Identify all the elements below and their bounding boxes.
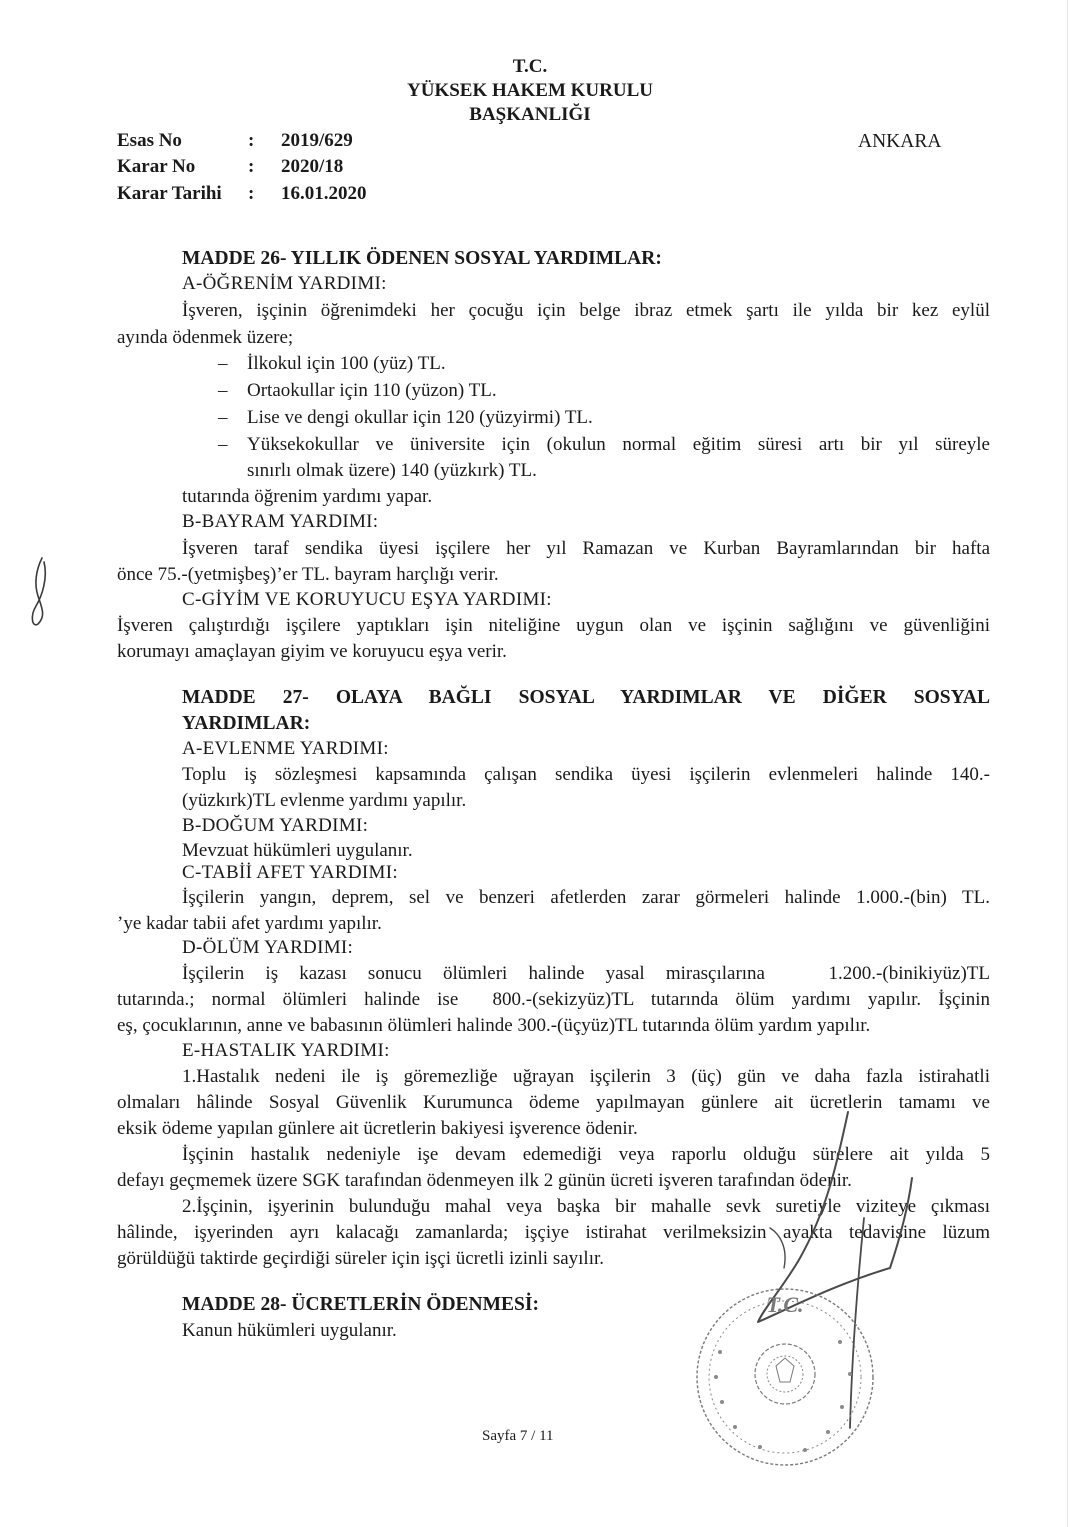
- tarih-label: Karar Tarihi: [117, 183, 222, 204]
- m27-e-p4: İşçinin hastalık nedeniyle işe devam edemediği veya raporlu olduğu sürelere ait yılda 5: [182, 1144, 990, 1165]
- m27-d-p3: eş, çocuklarının, anne ve babasının ölümleri halinde 300.-(üçyüz)TL tutarında ölüm yardım yapılır.: [117, 1015, 871, 1036]
- esas-label: Esas No: [117, 130, 182, 151]
- karar-sep: :: [248, 156, 255, 177]
- madde-27-title-cont: YARDIMLAR:: [182, 713, 311, 734]
- list-dash: –: [218, 434, 228, 455]
- m27-b-p1: Mevzuat hükümleri uygulanır.: [182, 840, 413, 861]
- m27-c-title: C-TABİİ AFET YARDIMI:: [182, 862, 398, 883]
- m27-e-p3: eksik ödeme yapılan günlere ait ücretlerin bakiyesi işverence ödenir.: [117, 1118, 638, 1139]
- m27-a-title: A-EVLENME YARDIMI:: [182, 738, 389, 759]
- city: ANKARA: [858, 131, 942, 152]
- header-institution: YÜKSEK HAKEM KURULU: [407, 80, 653, 101]
- page-number: Sayfa 7 / 11: [482, 1428, 554, 1444]
- madde-26-title: MADDE 26- YILLIK ÖDENEN SOSYAL YARDIMLAR:: [182, 248, 662, 269]
- list-dash: –: [218, 407, 228, 428]
- m27-c-p2: ’ye kadar tabii afet yardımı yapılır.: [117, 913, 382, 934]
- m26-b-p2: önce 75.-(yetmişbeş)’er TL. bayram harçlığı verir.: [117, 564, 499, 585]
- list-dash: –: [218, 380, 228, 401]
- m27-d-title: D-ÖLÜM YARDIMI:: [182, 937, 354, 958]
- m26-c-p1: İşveren çalıştırdığı işçilere yaptıkları işin niteliğine uygun olan ve işçinin sağlığını ve güvenliğini: [117, 615, 990, 636]
- m27-e-p1: 1.Hastalık nedeni ile iş göremezliğe uğrayan işçilerin 3 (üç) gün ve daha fazla istirahatli: [182, 1066, 990, 1087]
- m26-a-title: A-ÖĞRENİM YARDIMI:: [182, 273, 387, 294]
- list-dash: –: [218, 353, 228, 374]
- list-item: Lise ve dengi okullar için 120 (yüzyirmi) TL.: [247, 407, 593, 428]
- list-item-cont: sınırlı olmak üzere) 140 (yüzkırk) TL.: [247, 460, 537, 481]
- m27-b-title: B-DOĞUM YARDIMI:: [182, 815, 369, 836]
- list-item: Yüksekokullar ve üniversite için (okulun normal eğitim süresi artı bir yıl süreyle: [247, 434, 990, 455]
- esas-value: 2019/629: [281, 130, 353, 151]
- m27-d-p1: İşçilerin iş kazası sonucu ölümleri halinde yasal mirasçılarına 1.200.-(binikiyüz)TL: [182, 963, 990, 984]
- header-tc: T.C.: [512, 56, 548, 77]
- header-presidency: BAŞKANLIĞI: [469, 104, 591, 125]
- m26-c-p2: korumayı amaçlayan giyim ve koruyucu eşya verir.: [117, 641, 507, 662]
- m26-a-end: tutarında öğrenim yardımı yapar.: [182, 486, 433, 507]
- karar-value: 2020/18: [281, 156, 344, 177]
- m26-a-p2: ayında ödenmek üzere;: [117, 327, 294, 348]
- scan-edge: [1067, 0, 1068, 1527]
- m27-e-p2: olmaları hâlinde Sosyal Güvenlik Kurumunca ödeme yapılmayan günlere ait ücretlerin tamamı ve: [117, 1092, 990, 1113]
- karar-label: Karar No: [117, 156, 196, 177]
- m28-p1: Kanun hükümleri uygulanır.: [182, 1320, 397, 1341]
- list-item: İlkokul için 100 (yüz) TL.: [247, 353, 446, 374]
- m27-d-p2: tutarında.; normal ölümleri halinde ise 800.-(sekizyüz)TL tutarında ölüm yardımı yapılır. İşçinin: [117, 989, 990, 1010]
- m27-e-p6: 2.İşçinin, işyerinin bulunduğu mahal veya başka bir mahalle sevk suretiyle viziteye çıkması: [182, 1196, 990, 1217]
- m27-a-p2: (yüzkırk)TL evlenme yardımı yapılır.: [182, 790, 467, 811]
- m27-c-p1: İşçilerin yangın, deprem, sel ve benzeri afetlerden zarar görmeleri halinde 1.000.-(bin) TL.: [182, 887, 990, 908]
- list-item: Ortaokullar için 110 (yüzon) TL.: [247, 380, 497, 401]
- esas-sep: :: [248, 130, 255, 151]
- tarih-sep: :: [248, 183, 255, 204]
- margin-initial-mark: [26, 556, 56, 628]
- m26-b-title: B-BAYRAM YARDIMI:: [182, 511, 379, 532]
- m27-e-p7: hâlinde, işyerinden ayrı kalacağı zamanlarda; işçiye istirahat verilmeksizin ayakta tedavisine lüzum: [117, 1222, 990, 1243]
- m26-b-p1: İşveren taraf sendika üyesi işçilere her yıl Ramazan ve Kurban Bayramlarından bir hafta: [182, 538, 990, 559]
- m27-e-p8: görüldüğü taktirde geçirdiği süreler için işçi ücretli izinli sayılır.: [117, 1248, 605, 1269]
- madde-27-title: MADDE 27- OLAYA BAĞLI SOSYAL YARDIMLAR VE DİĞER SOSYAL: [182, 687, 990, 708]
- tarih-value: 16.01.2020: [281, 183, 367, 204]
- m27-e-title: E-HASTALIK YARDIMI:: [182, 1040, 390, 1061]
- m26-a-p1: İşveren, işçinin öğrenimdeki her çocuğu için belge ibraz etmek şartı ile yılda bir kez eylül: [182, 300, 990, 321]
- m27-e-p5: defayı geçmemek üzere SGK tarafından ödenmeyen ilk 2 günün ücreti işveren tarafından ödenir.: [117, 1170, 852, 1191]
- m26-c-title: C-GİYİM VE KORUYUCU EŞYA YARDIMI:: [182, 589, 552, 610]
- seal-text: T.C.: [766, 1292, 804, 1317]
- madde-28-title: MADDE 28- ÜCRETLERİN ÖDENMESİ:: [182, 1294, 539, 1315]
- official-seal: [690, 1282, 880, 1472]
- m27-a-p1: Toplu iş sözleşmesi kapsamında çalışan sendika üyesi işçilerin evlenmeleri halinde 140.-: [182, 764, 990, 785]
